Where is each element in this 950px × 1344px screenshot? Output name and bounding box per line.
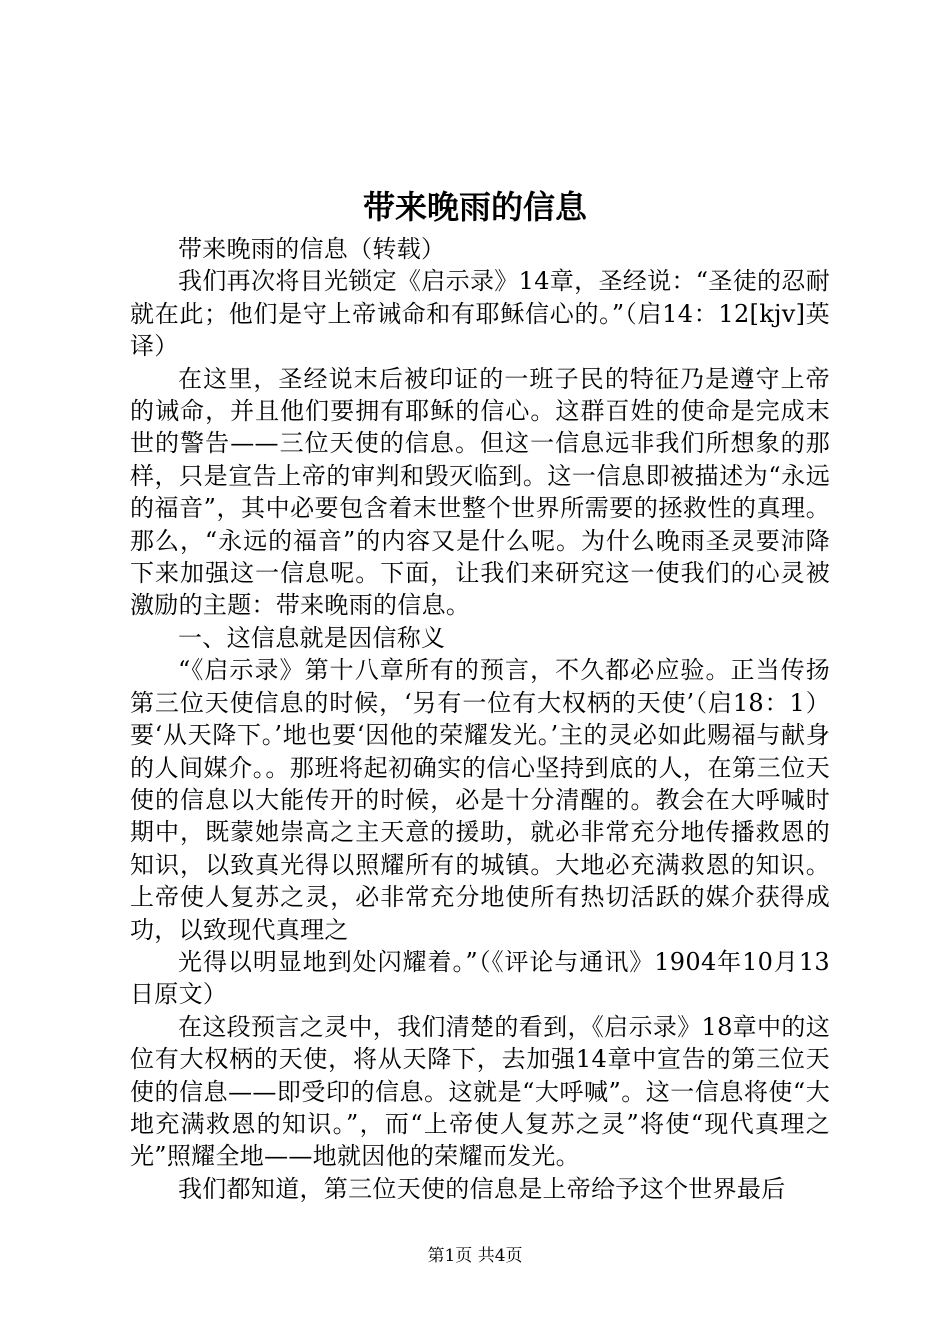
paragraph-1: 我们再次将目光锁定《启示录》14章，圣经说：“圣徒的忍耐就在此；他们是守上帝诫命和有耶稣信心的。”（启14：12[kjv]英译） (130, 267, 830, 361)
section-heading-1: 一、这信息就是因信称义 (178, 623, 446, 652)
paragraph-2: 在这里，圣经说末后被印证的一班子民的特征乃是遵守上帝的诫命，并且他们要拥有耶稣的信心。这群百姓的使命是完成末世的警告——三位天使的信息。但这一信息远非我们所想象的那样，只是宣告上帝的审判和毁灭临到。这一信息即被描述为“永远的福音”，其中必要包含着末世整个世界所需要的拯救性的真理。那么，“永远的福音”的内容又是什么呢。为什么晚雨圣灵要沛降下来加强这一信息呢。下面，让我们来研究这一使我们的心灵被激励的主题：带来晚雨的信息。 (130, 364, 830, 620)
paragraph-subtitle: 带来晚雨的信息（转载） (178, 235, 446, 263)
paragraph-4: 光得以明显地到处闪耀着。”（《评论与通讯》1904年10月13日原文） (130, 947, 830, 1009)
paragraph-6: 我们都知道，第三位天使的信息是上帝给予这个世界最后 (178, 1174, 786, 1203)
page-footer: 第1页 共4页 (427, 1246, 523, 1266)
document-title: 带来晚雨的信息 (362, 188, 587, 226)
paragraph-3: “《启示录》第十八章所有的预言，不久都必应验。正当传扬第三位天使信息的时候，‘另有一位有大权柄的天使’（启18：1）要‘从天降下。’地也要‘因他的荣耀发光。’主的灵必如此赐福与献身的人间媒介。。那班将起初确实的信心坚持到底的人，在第三位天使的信息以大能传开的时候，必是十分清醒的。教会在大呼喊时期中，既蒙她崇高之主天意的援助，就必非常充分地传播救恩的知识，以致真光得以照耀所有的城镇。大地必充满救恩的知识。上帝使人复苏之灵，必非常充分地使所有热切活跃的媒介获得成功，以致现代真理之 (130, 656, 830, 944)
document-body (130, 233, 830, 1205)
paragraph-5: 在这段预言之灵中，我们清楚的看到，《启示录》18章中的这位有大权柄的天使，将从天降下，去加强14章中宣告的第三位天使的信息——即受印的信息。这就是“大呼喊”。这一信息将使“大地充满救恩的知识。”，而“上帝使人复苏之灵”将使“现代真理之光”照耀全地——地就因他的荣耀而发光。 (130, 1012, 830, 1171)
